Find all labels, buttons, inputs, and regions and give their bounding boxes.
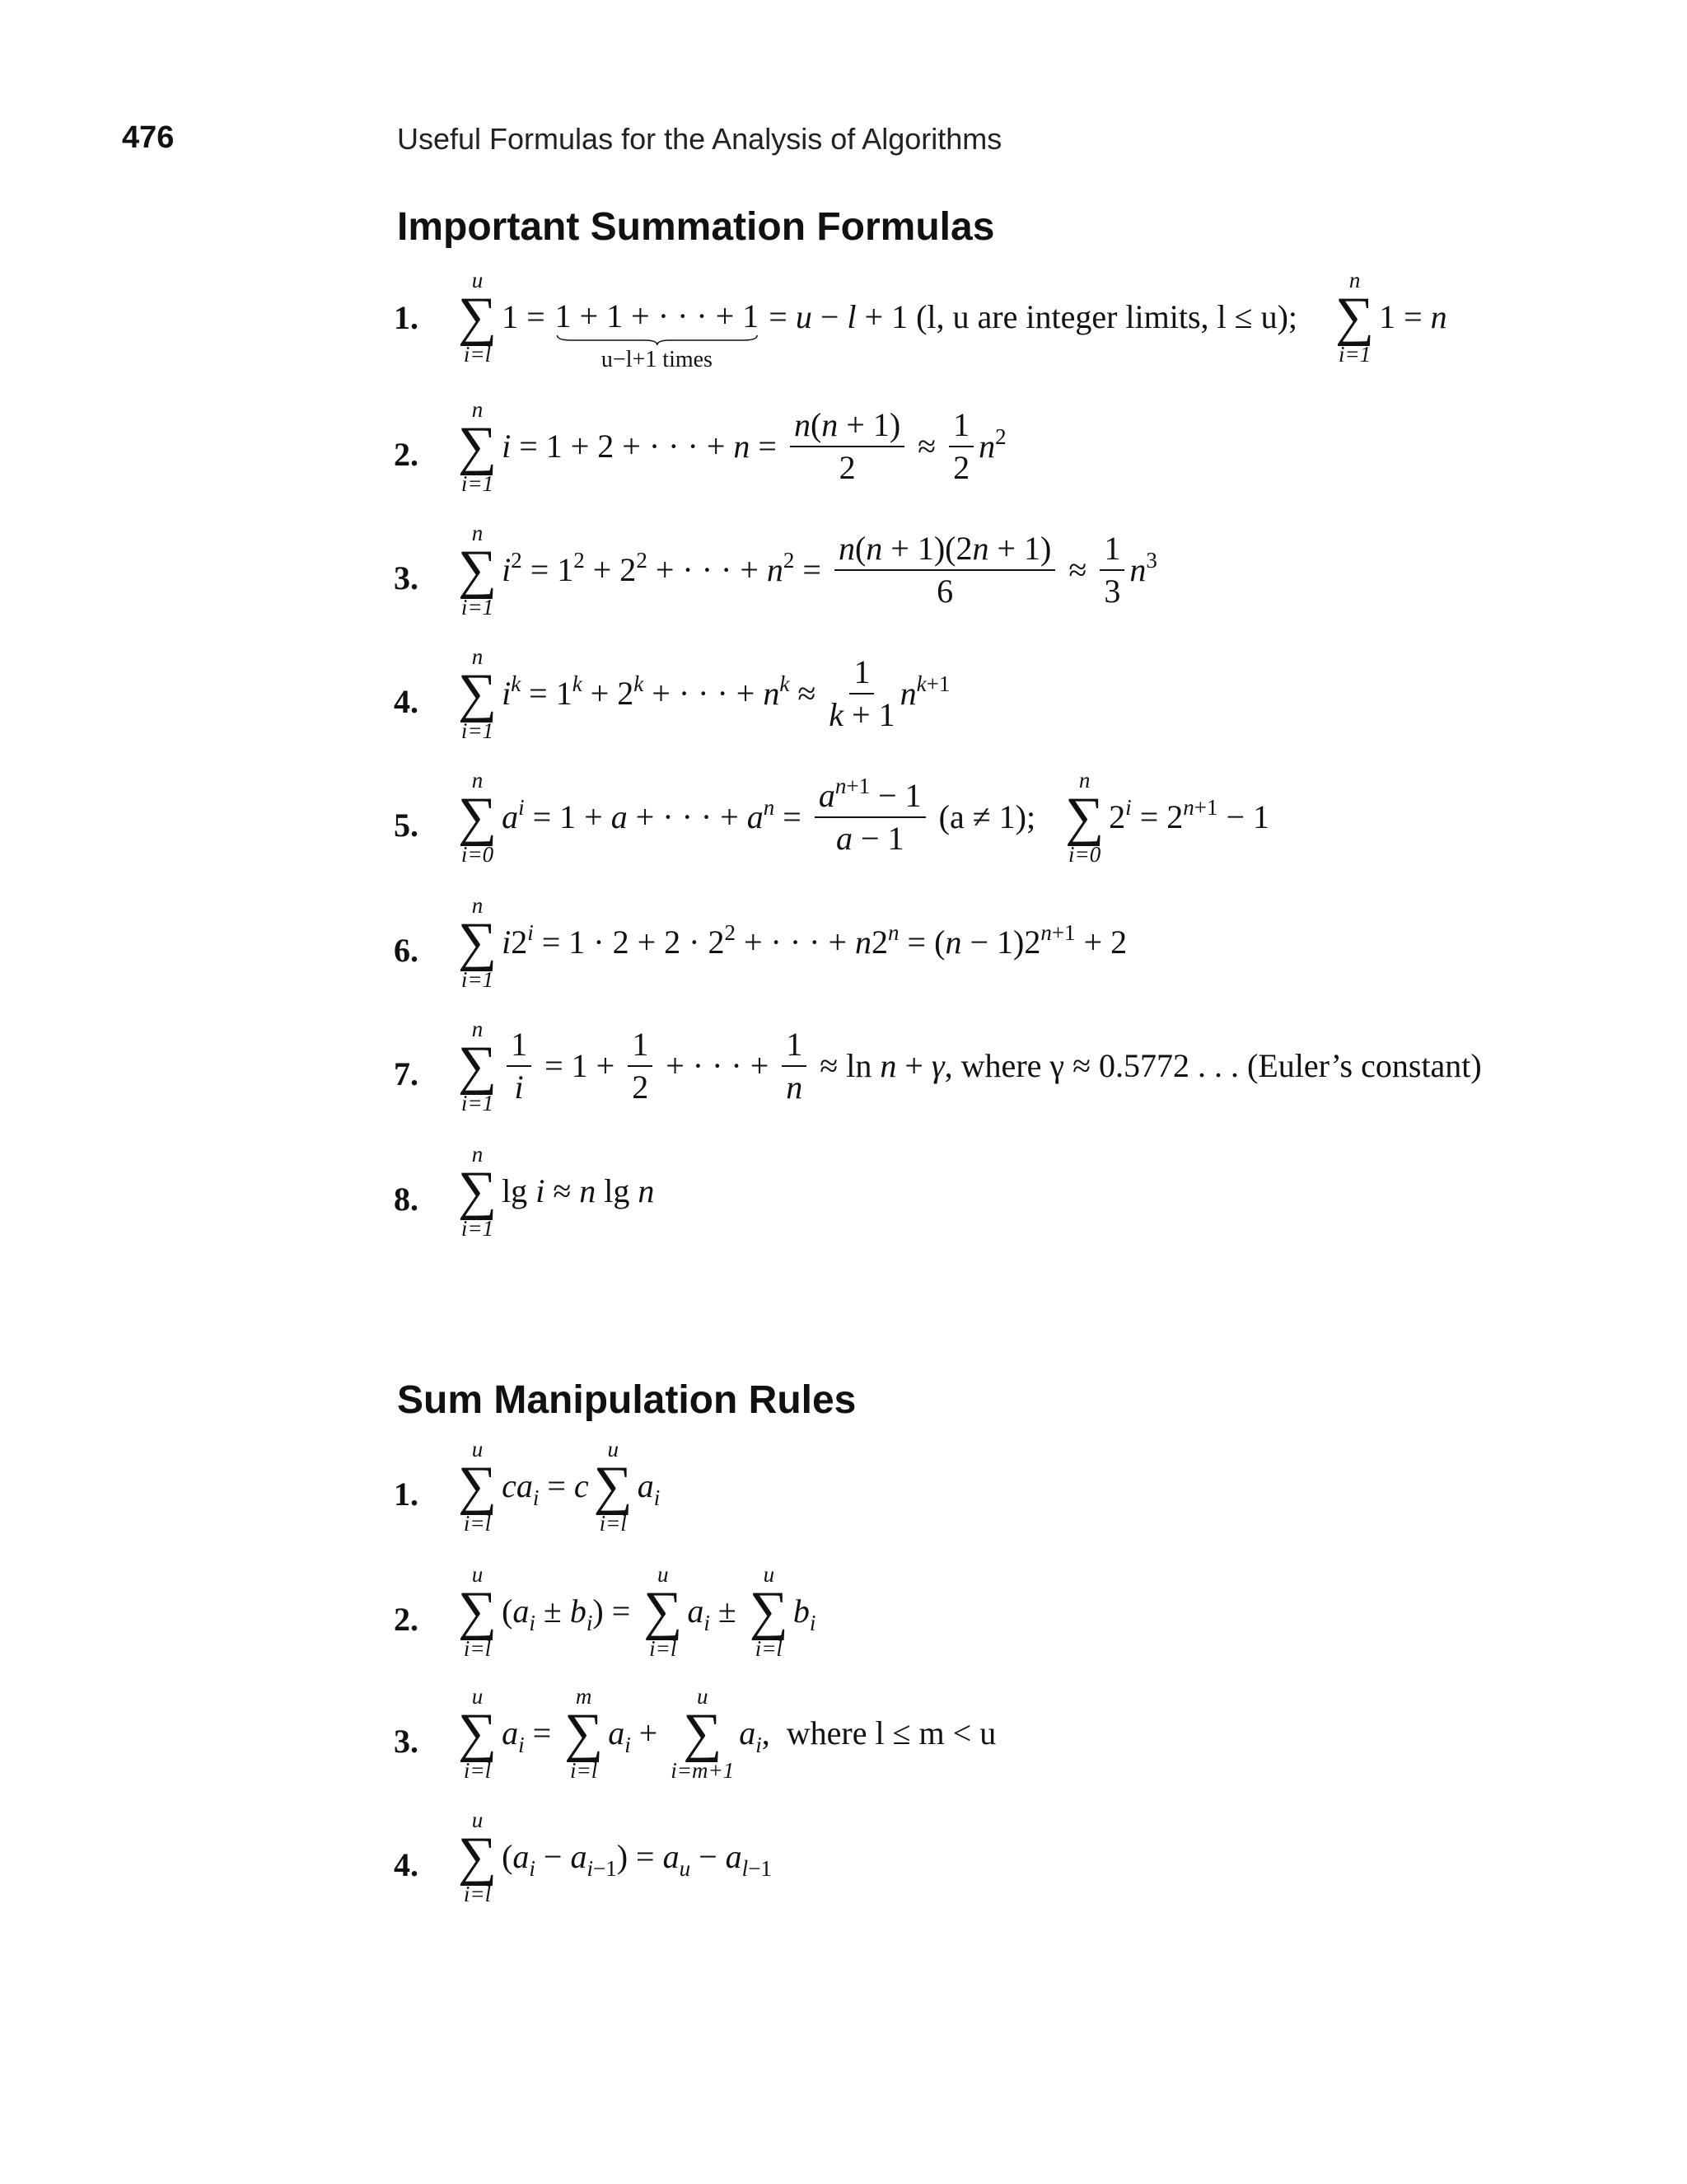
formula-expression: n ∑ i=1 $i2^i = 1 \cdot 2 + 2 \cdot 2^2$ + · · · + $n2^n = (n - 1)2^{n+1} + 2$ (458, 893, 1128, 992)
formula-expression: n ∑ i=1 i = 1 + 2 + · · · + n = $\frac{n(n + 1)}{2}$ ≈ $\frac{1}{2}$ $n^2$ (458, 397, 1007, 496)
underbrace: 1 + 1 + · · · + 1 u−l+1 times (554, 297, 759, 372)
rule-number: 2. (394, 1601, 418, 1638)
euler-constant-note: , where γ ≈ 0.5772 . . . (Euler’s constant) (944, 1047, 1482, 1085)
formula-note: (l, u are integer limits, l ≤ u); (916, 298, 1298, 336)
formula-condition: (a ≠ 1); (938, 798, 1036, 836)
formula-number: 4. (394, 683, 418, 720)
sum-symbol: u ∑ i=l (458, 268, 498, 367)
formula-number: 7. (394, 1055, 418, 1092)
rule-expression: u ∑ i=l $ca_i = c$ u ∑ i=l $a_i$ (458, 1437, 661, 1536)
formula-number: 6. (394, 932, 418, 969)
rule-expression: u ∑ i=l $(a_i \pm b_i)$ = u ∑ i=l $a_i$ ± u ∑ i=l $b_i$ (458, 1562, 816, 1661)
formula-number: 3. (394, 559, 418, 596)
rule-number: 4. (394, 1846, 418, 1883)
formula-number: 2. (394, 436, 418, 473)
page-number: 476 (122, 120, 175, 155)
formula-expression: n ∑ i=1 $\frac{1}{i}$ = 1 + $\frac{1}{2}$ + · · · + $\frac{1}{n}$ ≈ ln n + γ , where γ ≈ 0.5772 . . . (Euler’s constant) (458, 1017, 1482, 1115)
rule-number: 3. (394, 1723, 418, 1760)
rule-expression: u ∑ i=l $(a_i - a_{i-1}) = a_u - a_{l-1}$ (458, 1808, 772, 1906)
section-title-summation: Important Summation Formulas (397, 205, 995, 249)
brace-icon (555, 334, 759, 346)
rule-number: 1. (394, 1475, 418, 1513)
formula-expression: u ∑ i=l 1 = 1 + 1 + · · · + 1 u−l+1 times = u − l + 1 (l, u are integer limits, l ≤ u); n ∑ i=1 1 = n (458, 268, 1447, 372)
formula-expression: n ∑ i=1 $i^2 = 1^2 + 2^2$ + · · · + $n^2$ = $\frac{n(n + 1)(2n + 1)}{6}$ ≈ $\frac{1}{3}$ $n^3$ (458, 521, 1157, 620)
formula-expression: n ∑ i=0 $a^i = 1 + a$ + · · · + $a^n$ = $\frac{a^{n+1} - 1}{a - 1}$ (a ≠ 1); n ∑ i=0 $2^i = 2^{n+1} - 1$ (458, 768, 1270, 867)
section-title-manipulation: Sum Manipulation Rules (397, 1378, 857, 1422)
formula-number: 5. (394, 807, 418, 844)
formula-expression: n ∑ i=1 lg i ≈ n lg n (458, 1142, 655, 1241)
running-head: Useful Formulas for the Analysis of Algorithms (397, 122, 1002, 156)
sum-symbol: n ∑ i=1 (1335, 268, 1375, 367)
rule-expression: u ∑ i=l $a_i$ = m ∑ i=l $a_i$ + u ∑ i=m+1 $a_i$, where l ≤ m < u (458, 1684, 997, 1783)
formula-expression: n ∑ i=1 $i^k = 1^k + 2^k$ + · · · + $n^k$ ≈ $\frac{1}{k + 1}$ $n^{k+1}$ (458, 644, 951, 743)
formula-number: 1. (394, 299, 418, 336)
formula-number: 8. (394, 1181, 418, 1218)
rule-condition: where l ≤ m < u (786, 1714, 997, 1752)
